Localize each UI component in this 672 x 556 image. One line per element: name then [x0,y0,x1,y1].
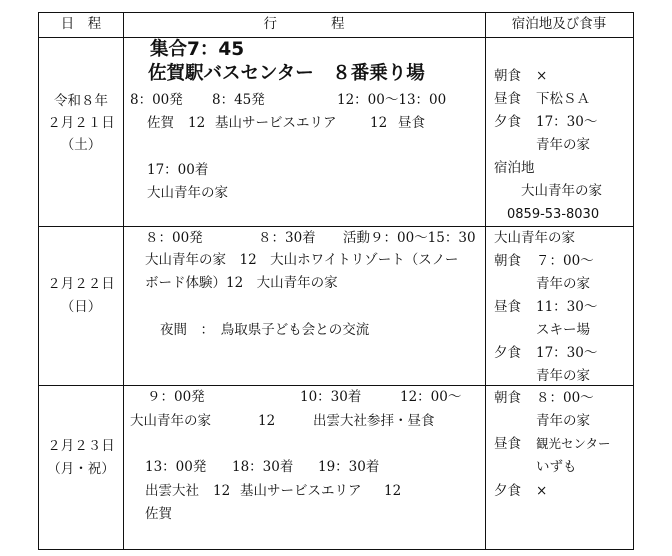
day2-breakfast-label: 朝食 [494,253,521,269]
day2-route-line2: ボード体験）12 大山青年の家 [145,275,338,291]
day3-date: ２月２３日 [47,438,115,454]
day3-breakfast-label: 朝食 [494,390,521,406]
table-border-bottom [38,549,634,550]
header-itinerary: 行 程 [263,16,345,32]
day1-time-1: 8：00発 [130,92,183,108]
header-date: 日 程 [60,16,102,32]
day3-lunch-place: いずも [536,459,577,475]
day2-lunch-label: 昼食 [494,299,521,315]
row-divider-2 [38,385,634,386]
day1-dinner-place: 青年の家 [536,137,590,153]
day3-time-1: ９：00発 [147,389,205,405]
table-border-left [38,12,39,550]
day1-route-start: 佐賀 [147,115,174,131]
column-divider-2 [485,12,486,550]
day3-weekday: （月・祝） [47,461,115,477]
table-border-right [633,12,634,550]
day1-dinner-label: 夕食 [494,114,521,130]
day1-weekday: （土） [60,137,102,153]
day3-lunch-label: 昼食 [494,436,521,452]
day3-breakfast-place: 青年の家 [536,413,590,429]
day3-route-a-stop: 出雲大社参拝・昼食 [313,413,435,429]
day1-stay-label: 宿泊地 [494,160,535,176]
day1-time-3: 12：00〜13：00 [337,92,447,108]
day2-weekday: （日） [60,299,102,315]
day1-meet-time: 集合7：45 [150,39,245,60]
day2-time-3: 活動９：00〜15：30 [343,230,476,246]
day1-stay-phone: 0859-53-8030 [507,207,600,222]
day3-route-b-sep-1: 12 [213,483,231,499]
header-lodging: 宿泊地及び食事 [511,16,607,32]
day1-meet-place: 佐賀駅バスセンター ８番乗り場 [148,63,425,84]
day3-dinner-value: × [536,483,548,499]
day3-lunch-value: 観光センター [536,436,611,451]
day1-lunch-value: 下松ＳＡ [536,91,590,107]
day1-date-era: 令和８年 [54,93,108,109]
day1-lunch-label: 昼食 [494,91,521,107]
day1-route-stop: 基山サービスエリア [215,115,337,131]
day3-time-4: 13：00発 [145,459,207,475]
day2-dinner-label: 夕食 [494,345,521,361]
day3-route-a-start: 大山青年の家 [130,413,211,429]
day1-arrive: 17：00着 [147,162,209,178]
day3-dinner-label: 夕食 [494,483,521,499]
day3-breakfast-value: ８：00〜 [536,390,594,406]
day1-destination: 大山青年の家 [147,185,228,201]
day1-date: ２月２１日 [47,115,115,131]
day2-dinner-place: 青年の家 [536,368,590,384]
day2-breakfast-place: 青年の家 [536,276,590,292]
day2-stay-name: 大山青年の家 [494,230,575,246]
day2-date: ２月２２日 [47,276,115,292]
day2-time-1: ８：00発 [145,230,203,246]
day2-time-2: ８：30着 [258,230,316,246]
day2-night: 夜間 ： 鳥取県子ども会との交流 [160,322,370,338]
header-divider [38,37,634,38]
day3-time-6: 19：30着 [318,459,380,475]
day1-route-sep-1: 12 [188,115,206,131]
day2-lunch-place: スキー場 [536,322,590,338]
day3-end: 佐賀 [145,506,172,522]
day1-dinner-value: 17：30〜 [536,114,598,130]
day2-breakfast-value: ７：00〜 [536,253,594,269]
day3-time-3: 12：00〜 [400,389,462,405]
day2-dinner-value: 17：30〜 [536,345,598,361]
day1-breakfast-value: × [536,68,548,84]
day1-time-2: 8：45発 [212,92,265,108]
day3-route-b-stop: 基山サービスエリア [240,483,362,499]
day1-route-sep-2: 12 [370,115,388,131]
column-divider-1 [123,12,124,550]
day3-time-5: 18：30着 [232,459,294,475]
day1-route-lunch: 昼食 [398,115,425,131]
day1-stay-name: 大山青年の家 [521,183,602,199]
day2-lunch-value: 11：30〜 [536,299,598,315]
day2-route-line1: 大山青年の家 12 大山ホワイトリゾート（スノー [145,252,459,268]
day3-route-b-sep-2: 12 [384,483,402,499]
day3-time-2: 10：30着 [300,389,362,405]
day1-breakfast-label: 朝食 [494,68,521,84]
table-border-top [38,12,634,13]
day3-route-a-sep: 12 [258,413,276,429]
day3-route-b-start: 出雲大社 [145,483,199,499]
row-divider-1 [38,226,634,227]
